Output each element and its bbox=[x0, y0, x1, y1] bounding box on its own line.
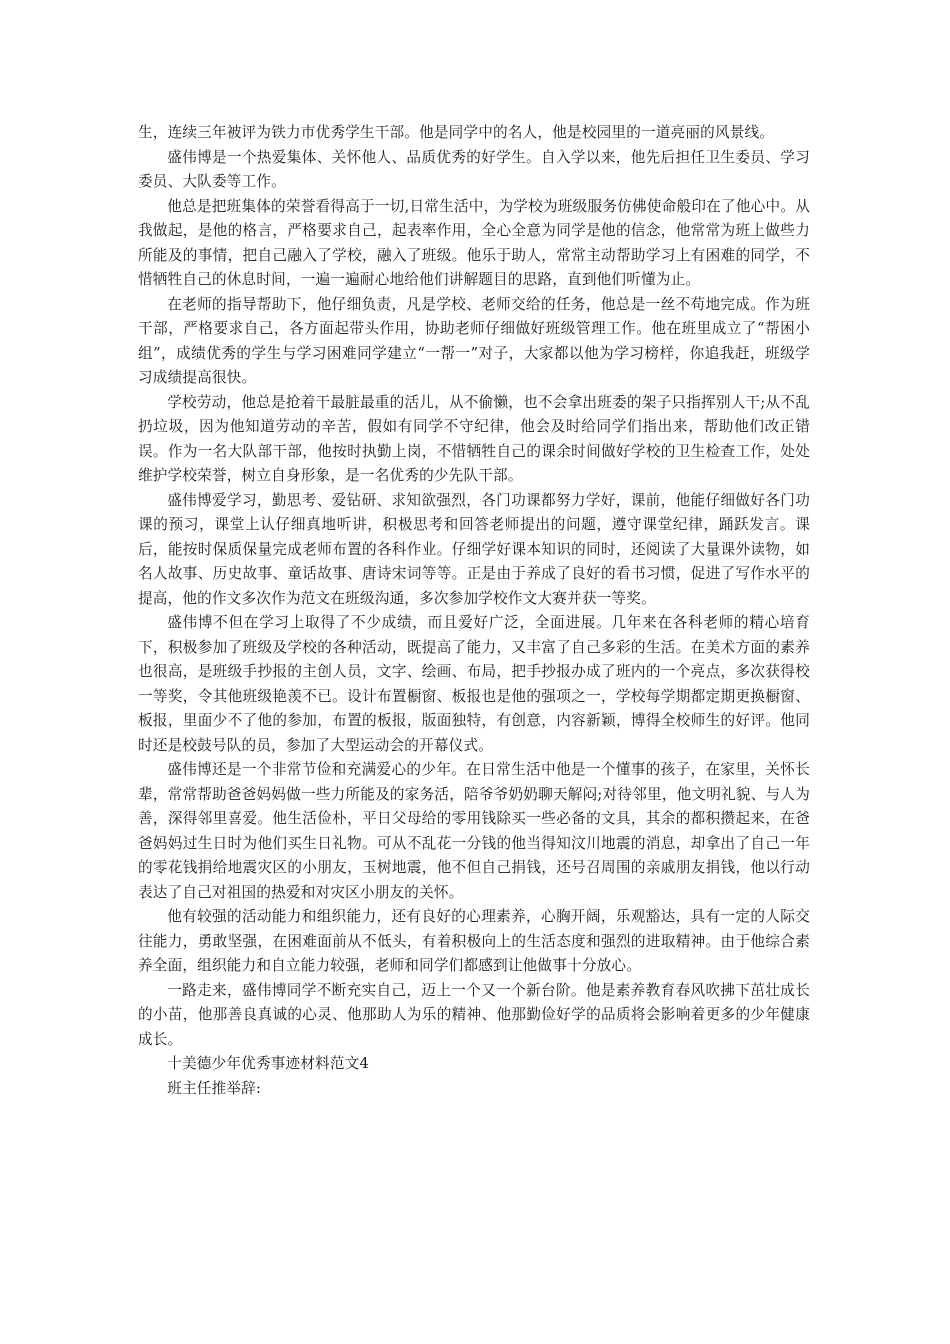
paragraph-continuation: 生，连续三年被评为铁力市优秀学生干部。他是同学中的名人，他是校园里的一道亮丽的风景线。 bbox=[138, 124, 775, 141]
recommendation-label: 班主任推举辞: bbox=[167, 1079, 262, 1097]
paragraph-conclusion: 一路走来，盛伟博同学不断充实自己，迈上一个又一个新台阶。他是素养教育春风吹拂下茁壮成长的小苗，他那善良真诚的心灵、他那助人为乐的精神、他那勤俭好学的品质将会影响着更多的少年健康成长。 bbox=[138, 981, 810, 1048]
paragraph-class-leader: 在老师的指导帮助下，他仔细负责，凡是学校、老师交给的任务，他总是一丝不苟地完成。作为班干部，严格要求自己，各方面起带头作用，协助老师仔细做好班级管理工作。他在班里成立了“帮困小组”，成绩优秀的学生与学习困难同学建立“一帮一”对子，大家都以他为学习榜样，你追我赶，班级学习成绩提高很快。 bbox=[138, 295, 810, 386]
document-body bbox=[138, 121, 810, 1101]
section-heading: 十美德少年优秀事迹材料范文4 bbox=[167, 1055, 369, 1072]
paragraph-collective-honor: 他总是把班集体的荣誉看得高于一切,日常生活中，为学校为班级服务仿佛使命般印在了他心中。从我做起，是他的格言，严格要求自己，起表率作用，全心全意为同学是他的信念，他常常为班上做些力所能及的事情，把自己融入了学校，融入了班级。他乐于助人，常常主动帮助学习上有困难的同学，不惜牺牲自己的休息时间，一遍一遍耐心地给他们讲解题目的思路，直到他们听懂为止。 bbox=[138, 197, 810, 288]
paragraph-abilities: 他有较强的活动能力和组织能力，还有良好的心理素养，心胸开阔，乐观豁达，具有一定的人际交往能力，勇敢坚强，在困难面前从不低头，有着积极向上的生活态度和强烈的进取精神。由于他综合素养全面，组织能力和自立能力较强，老师和同学们都感到让他做事十分放心。 bbox=[138, 908, 810, 974]
paragraph-introduction: 盛伟博是一个热爱集体、关怀他人、品质优秀的好学生。自入学以来，他先后担任卫生委员、学习委员、大队委等工作。 bbox=[138, 148, 810, 190]
paragraph-hobbies: 盛伟博不但在学习上取得了不少成绩，而且爱好广泛，全面进展。几年来在各科老师的精心培育下，积极参加了班级及学校的各种活动，既提高了能力，又丰富了自己多彩的生活。在美术方面的素养也很高，是班级手抄报的主创人员，文字、绘画、布局，把手抄报办成了班内的一个亮点，多次获得校一等奖，令其他班级艳羡不已。设计布置橱窗、板报也是他的强项之一，学校每学期都定期更换橱窗、板报，里面少不了他的参加，布置的板报，版面独特，有创意，内容新颖，博得全校师生的好评。他同时还是校鼓号队的员，参加了大型运动会的开幕仪式。 bbox=[138, 614, 810, 754]
paragraph-school-labor: 学校劳动，他总是抢着干最脏最重的活儿，从不偷懒，也不会拿出班委的架子只指挥别人干;从不乱扔垃圾，因为他知道劳动的辛苦，假如有同学不守纪律，他会及时给同学们指出来，帮助他们改正错误。作为一名大队部干部，他按时执勤上岗，不惜牺牲自己的课余时间做好学校的卫生检查工作，处处维护学校荣誉，树立自身形象，是一名优秀的少先队干部。 bbox=[138, 393, 810, 484]
paragraph-study-habits: 盛伟博爱学习，勤思考、爱钻研、求知欲强烈，各门功课都努力学好，课前，他能仔细做好各门功课的预习，课堂上认仔细真地听讲，积极思考和回答老师提出的问题，遵守课堂纪律，踊跃发言。课后，能按时保质保量完成老师布置的各科作业。仔细学好课本知识的同时，还阅读了大量课外读物，如名人故事、历史故事、童话故事、唐诗宋词等等。正是由于养成了良好的看书习惯，促进了写作水平的提高，他的作文多次作为范文在班级沟通，多次参加学校作文大赛并获一等奖。 bbox=[138, 491, 810, 607]
paragraph-frugality: 盛伟博还是一个非常节俭和充满爱心的少年。在日常生活中他是一个懂事的孩子，在家里，关怀长辈，常常帮助爸爸妈妈做一些力所能及的家务活，陪爷爷奶奶聊天解闷;对待邻里，他文明礼貌、与人为善，深得邻里喜爱。他生活俭朴，平日父母给的零用钱除买一些必备的文具，其余的都积攒起来，在爸爸妈妈过生日时为他们买生日礼物。可从不乱花一分钱的他当得知汶川地震的消息，却拿出了自己一年的零花钱捐给地震灾区的小朋友，玉树地震，他不但自己捐钱，还号召周围的亲戚朋友捐钱，他以行动表达了自己对祖国的热爱和对灾区小朋友的关怀。 bbox=[138, 761, 810, 901]
